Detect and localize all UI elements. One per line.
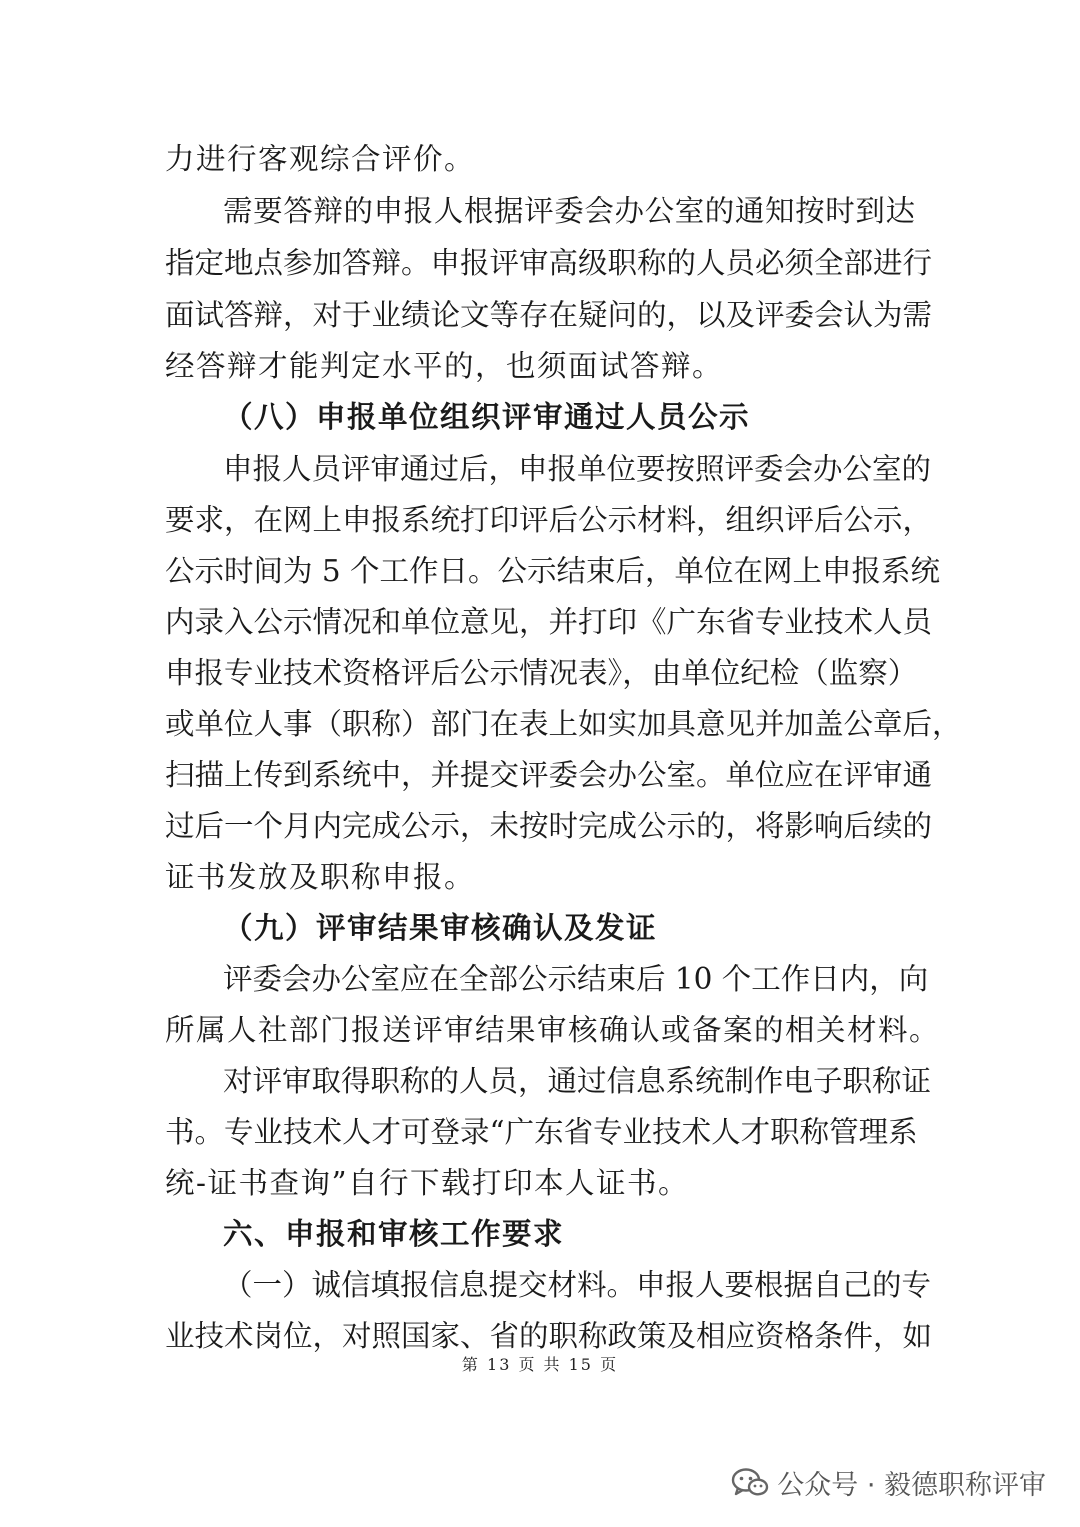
chapter-heading: 六、申报和审核工作要求 [223, 1217, 565, 1251]
wechat-watermark [731, 1462, 1046, 1502]
text-line: 经答辩才能判定水平的，也须面试答辩。 [165, 349, 724, 383]
text-line: 业技术岗位，对照国家、省的职称政策及相应资格条件，如 [165, 1319, 933, 1353]
text-line: 面试答辩，对于业绩论文等存在疑问的，以及评委会认为需 [165, 298, 933, 332]
paragraph-start: 对评审取得职称的人员，通过信息系统制作电子职称证 [223, 1064, 932, 1098]
text-line: 力进行客观综合评价。 [165, 142, 476, 176]
text-line: 证书发放及职称申报。 [165, 860, 476, 894]
text-line: 公示时间为 5 个工作日。公示结束后，单位在网上申报系统 [165, 554, 941, 588]
section-heading: （八）申报单位组织评审通过人员公示 [223, 400, 751, 434]
paragraph-start: 需要答辩的申报人根据评委会办公室的通知按时到达 [223, 194, 915, 228]
text-line: 要求，在网上申报系统打印评后公示材料，组织评后公示， [165, 503, 933, 537]
text-line: 过后一个月内完成公示，未按时完成公示的，将影响后续的 [165, 809, 933, 843]
text-line: 所属人社部门报送评审结果审核确认或备案的相关材料。 [165, 1013, 941, 1047]
text-line: 指定地点参加答辩。申报评审高级职称的人员必须全部进行 [165, 246, 933, 280]
page-number: 第 13 页 共 15 页 [461, 1355, 619, 1374]
paragraph-start: 申报人员评审通过后，申报单位要按照评委会办公室的 [223, 452, 932, 486]
text-line: 或单位人事（职称）部门在表上如实加具意见并加盖公章后， [165, 707, 962, 741]
wechat-icon [731, 1467, 769, 1497]
text-line: 统-证书查询”自行下载打印本人证书。 [165, 1166, 690, 1200]
watermark-text: 公众号 · 毅德职称评审 [777, 1469, 1046, 1501]
text-line: 扫描上传到系统中，并提交评委会办公室。单位应在评审通 [165, 758, 933, 792]
paragraph-start: （一）诚信填报信息提交材料。申报人要根据自己的专 [223, 1268, 932, 1302]
text-line: 内录入公示情况和单位意见，并打印《广东省专业技术人员 [165, 605, 933, 639]
section-heading: （九）评审结果审核确认及发证 [223, 911, 658, 945]
text-line: 书。专业技术人才可登录“广东省专业技术人才职称管理系 [165, 1115, 918, 1149]
text-line: 申报专业技术资格评后公示情况表》，由单位纪检（监察） [165, 656, 918, 690]
paragraph-start: 评委会办公室应在全部公示结束后 10 个工作日内，向 [223, 962, 929, 996]
